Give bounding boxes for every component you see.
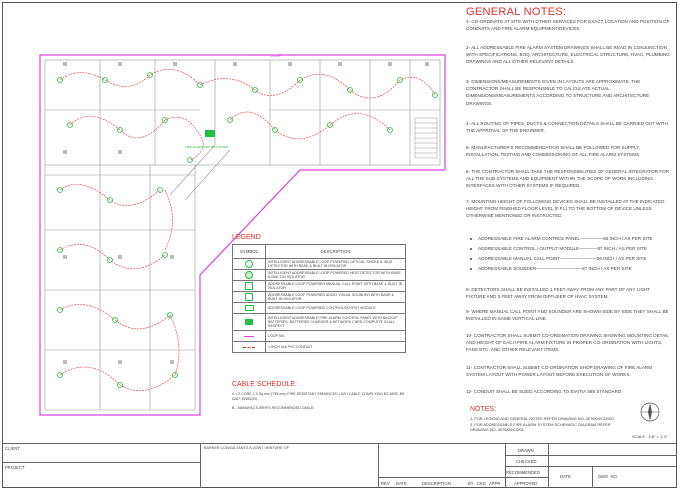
note-8: 8- DETECTORS SHALL BE INSTALLED 1 FEET AWAY FROM ANY PART OF ANY LIGHT FIXTURE AND 3 FEET AWAY FROM DIFFUSER OF HVAC SYSTEM. — [466, 287, 651, 300]
loop-label: LOOP — [270, 53, 282, 58]
scale-label: SCALE : 1/8" = 1'-0" — [632, 434, 668, 439]
mounting-height-sounder: ADDRESSABLE SOUNDER——————————87 INCH / AS PER SITE — [470, 266, 632, 271]
note-6: 6- THE CONTRACTOR SHALL TAKE THE RESPONSIBILITIES OF GENERAL INTEGRATOR FOR ALL THE SUB-SYSTEMS AND EQUIPMENT WITHIN THE SCOPE OF WORK INCLUDING INTERFACES WITH OTHER SYSTEMS IF REQUIRED. — [466, 169, 670, 189]
title-block-top-line — [2, 443, 677, 444]
north-arrow-icon — [638, 400, 662, 424]
mounting-height-fire-panel: ADDRESSABLE FIRE ALARM CONTROL PANEL—————56 INCH / AS PER SITE — [470, 236, 653, 241]
legend-header-description: DESCRIPTION — [266, 245, 406, 259]
cable-line-a: A = 2 CORE 1.5 Sq.mm (735 mm) FIRE RESISTANT ENHANCED LSZH CABLE COMPLYING BS 5839, BS 6387, EN50200. — [232, 392, 405, 401]
loop-number-icon — [244, 336, 254, 337]
title-block-divider — [2, 462, 200, 463]
mounting-height-control-module: ADDRESSABLE CONTROL / OUTPUT MODULE————87 INCH / AS PER SITE — [470, 246, 647, 251]
cable-line-b: B - MANUFACTURER'S RECOMMENDED CABLE. — [232, 406, 315, 410]
rev-label: REV — [381, 481, 390, 486]
note-9: 9- WHERE MANUAL CALL POINT AND SOUNDER ARE SHOWN SIDE BY SIDE THEY SHALL BE INSTALLED IN SAME VERTICAL LINE. — [466, 309, 669, 322]
approved-label: APPROVED — [514, 481, 538, 486]
heat-detector-icon — [245, 271, 253, 279]
fire-alarm-control-panel-symbol — [205, 130, 215, 137]
legend-row: INTELLIGENT ADDRESSABLE FIRE ALARM CONTROL PANEL WITH BACKUP BATTERIES, BATTERIES CHARGER & NETWORK CARD COMPLETE IN ALL RESPECT — [266, 314, 406, 331]
notes-line-1: 1. FOR LEGEND AND GENERAL NOTES REFER DRAWING NO. 4076/04/CD/001 — [470, 416, 615, 421]
conduit-icon — [243, 347, 255, 348]
title-block-divider — [592, 466, 593, 488]
staircase — [415, 118, 437, 158]
control-module-icon — [245, 305, 254, 311]
title-block-divider — [378, 477, 505, 478]
title-block-divider — [505, 466, 677, 467]
notes-line-2: 2. FOR ADDRESSABLE FIRE ALARM SYSTEM SCHEMATIC DIAGRAM REFER DRAWING NO. 4076/04/CD/01. — [470, 422, 611, 432]
note-2: 2- ALL ADDRESSABLE FIRE ALARM SYSTEM DRAWINGS SHALL BE READ IN CONJUNCTION WITH SPECIFICATIONS, BOQ, ARCHITECTURE, ELECTRICAL STRUCTURE, HVAC, PLUMBING DRAWINGS AND ALL OTHER RELEVANT DETAILS. — [466, 45, 670, 65]
client-label: CLIENT — [5, 446, 20, 451]
dwg-no-label: DWG. NO. — [598, 474, 619, 479]
legend-row: ADDRESSABLE LOOP POWERED MANUAL CALL POINT WITH BASE & BUILT-IN ISOLATOR. — [266, 281, 406, 292]
note-5: 5- MANUFACTURER'S RECOMMENDATION SHALL BE FOLLOWED FOR SUPPLY, INSTALLATION, TESTING AND COMMISSIONING OF ALL FIRE ALARM SYSTEMS. — [466, 145, 641, 158]
legend-row: LOOP NO. — [266, 331, 406, 342]
note-4: 4- ALL ROUTING OF PIPES, DUCTS & CONNECTION DETAILS SHALL BE CARRIED OUT WITH THE APPROVAL OF THE ENGINEER. — [466, 121, 668, 134]
title-block-divider — [505, 477, 549, 478]
title-block-divider — [200, 443, 201, 488]
drawn-label: DRAWN — [518, 448, 534, 453]
legend-table — [232, 244, 406, 353]
note-11: 11- CONTRACTOR SHALL SUBMIT CO-ORDINATION SHOP DRAWING OF FIRE ALARM SYSTEM LAYOUT WITH POWER LAYOUT BEFORE EXECUTION OF WORKS. — [466, 365, 653, 378]
legend-row: INTELLIGENT ADDRESSABLE LOOP POWERED OPTICAL SMOKE & HEAT DETECTOR WITH BASE & BUILT-IN ISOLATOR. — [266, 259, 406, 270]
legend-row: ADDRESSABLE LOOP POWERED CONTROL/OUTPUT MODULE — [266, 303, 406, 314]
legend-row: INTELLIGENT ADDRESSABLE LOOP POWERED HEAT DETECTOR WITH BASE & BUILT-IN ISOLATOR. — [266, 270, 406, 281]
note-3: 3- DIMENSIONS/MEASUREMENTS GIVEN IN LAYOUTS ARE APPROXIMATE. THE CONTRACTOR SHALL BE RESPONSIBLE TO CALCULATE ACTUAL DIMENSIONS/MEASUREMENTS ACCORDING TO STRUCTURE AND ARCHITECTURE DRAWINGS. — [466, 79, 650, 106]
cable-schedule-title: CABLE SCHEDULE: — [232, 381, 297, 388]
date-label: DATE — [396, 481, 407, 486]
legend-header-symbol: SYMBOL — [233, 245, 266, 259]
legend-row: ADDRESSABLE LOOP POWERED AUDIO VISUAL SOUNDER WITH BASE & BUILT-IN ISOLATOR. — [266, 292, 406, 303]
ckd-label: CKD — [477, 481, 486, 486]
legend-row: 1 INCH DIA PVC CONDUIT — [266, 342, 406, 353]
by-label: BY — [468, 481, 474, 486]
general-notes-title: GENERAL NOTES: — [466, 6, 567, 18]
notes-title: NOTES: — [470, 406, 497, 413]
smoke-detector-icon — [245, 260, 253, 268]
checked-label: CHECKED — [516, 459, 537, 464]
date2-label: DATE — [560, 474, 571, 479]
fire-panel-label: FIRE ALARM CONTROL PANEL — [185, 145, 229, 149]
description-label: DESCRIPTION — [422, 481, 451, 486]
consultant-label: BARKER CONSULTANTS A JOINT VENTURE OF — [204, 446, 290, 450]
project-label: PROJECT — [5, 465, 25, 470]
fire-panel-icon — [245, 319, 253, 325]
legend-title: LEGEND — [232, 234, 261, 241]
sounder-icon — [245, 293, 253, 301]
note-7: 7- MOUNTING HEIGHT OF FOLLOWING DEVICES SHALL BE INSTALLED AT THE INDICATED HEIGHT FROM FINISHED FLOOR LEVEL (F.F.L) TO THE BOTTOM OF DEVICE UNLESS OTHERWISE MENTIONED OR INSTRUCTED — [466, 199, 665, 219]
note-12: 12- CONDUIT SHALL BE SIZED ACCORDING TO EIA/TIA 568 STANDARD. — [466, 389, 623, 394]
mounting-height-call-point: ADDRESSABLE MANUAL CALL POINT————————56 INCH / AS PER SITE — [470, 256, 646, 261]
title-block-divider — [505, 455, 677, 456]
note-10: 10- CONTRACTOR SHALL SUBMIT CO-ORDINATION DRAWING SHOWING MOUNTING DETAIL AND HEIGHT OF EACH FIRE ALARM FIXTURE IN PROPER CO-ORDINATION WITH LIGHTS, FANS ETC. AND OTHER RELEVANT ITEMS. — [466, 333, 669, 353]
title-block-divider — [378, 443, 379, 488]
manual-call-point-icon — [245, 282, 253, 290]
appr-label: APPR — [489, 481, 501, 486]
recommended-label: RECOMMENDED — [506, 470, 540, 475]
note-1: 1- CO-ORDINATE AT SITE WITH OTHER SERVICES FOR EXACT LOCATION AND POSITION OF CONDUITS AND FIRE ALARM EQUIPMENT/DEVICES. — [466, 19, 670, 32]
